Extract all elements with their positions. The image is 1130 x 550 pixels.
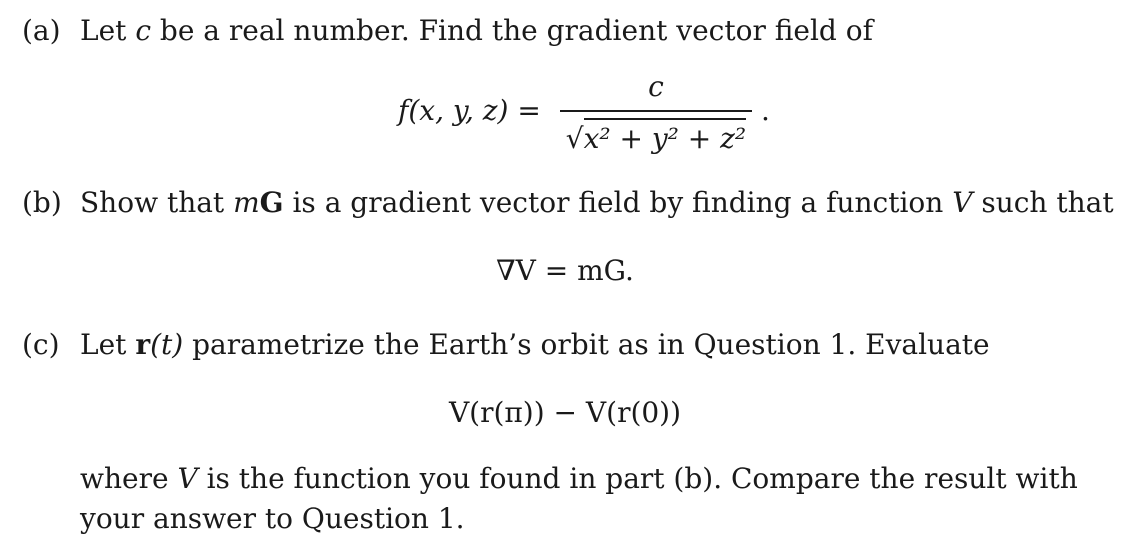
part-a-var-c: c <box>135 14 152 47</box>
part-c-r: r <box>135 328 151 361</box>
part-b-text-2: is a gradient vector field by finding a function <box>283 186 953 219</box>
part-a-sqrt-symbol: √ <box>565 121 584 155</box>
part-c-r-arg: (t) <box>150 328 184 361</box>
part-b-G: G <box>259 186 284 219</box>
part-a-text-1: Let <box>80 14 136 47</box>
part-a-label: (a) <box>22 14 61 47</box>
part-b-text-3: such that <box>972 186 1114 219</box>
part-a-period: . <box>761 94 770 128</box>
part-c-text-2: parametrize the Earth’s orbit as in Question 1. Evaluate <box>183 328 990 361</box>
part-c-line2-text-1: where <box>80 462 178 495</box>
part-a-sqrt-content: x² + y² + z² <box>584 118 747 156</box>
part-b-text-1: Show that <box>80 186 234 219</box>
part-c-label: (c) <box>22 328 60 361</box>
part-a-f-lhs: f(x, y, z) = <box>398 94 550 128</box>
part-c-followup-2: your answer to Question 1. <box>80 502 465 535</box>
part-b-V: V <box>952 186 973 219</box>
part-a-text <box>80 14 873 48</box>
part-a-frac-den <box>560 110 752 156</box>
part-c-line2-V: V <box>177 462 198 495</box>
part-b-label: (b) <box>22 186 62 219</box>
part-b-equation: ∇V = mG. <box>496 254 634 287</box>
part-a-fraction <box>560 70 752 155</box>
part-b-text <box>80 186 1114 220</box>
part-c-text <box>80 328 990 362</box>
part-c-equation: V(r(π)) − V(r(0)) <box>448 396 682 429</box>
part-c-line2-text-2: is the function you found in part (b). Compare the result with <box>197 462 1078 495</box>
part-a-equation <box>398 70 770 155</box>
part-a-text-2: be a real number. Find the gradient vector field of <box>151 14 873 47</box>
part-a-frac-num: c <box>648 70 664 103</box>
part-c-text-1: Let <box>80 328 136 361</box>
part-c-followup-1 <box>80 462 1078 496</box>
part-b-m: m <box>233 186 260 219</box>
